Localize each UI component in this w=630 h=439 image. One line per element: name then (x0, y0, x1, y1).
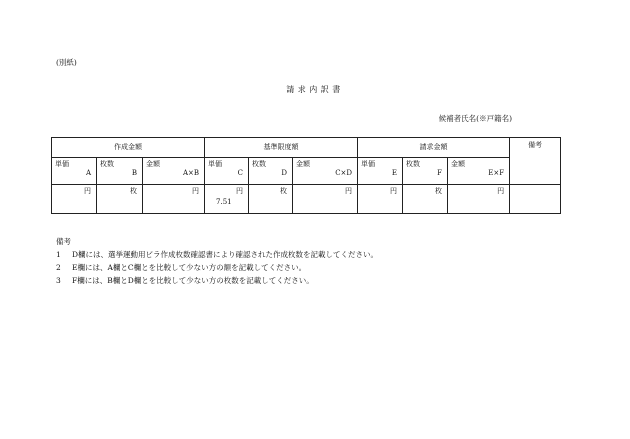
yen-unit: 円 (345, 187, 353, 195)
column-letter: E×F (488, 169, 505, 177)
candidate-name-label: 候補者氏名(※戸籍名) (438, 114, 512, 123)
column-letter: D (281, 169, 288, 177)
amount-label: 金額 (296, 160, 311, 168)
column-letter: C (237, 169, 244, 177)
column-letter: A×B (182, 169, 200, 177)
value-cell-cxd[interactable] (293, 185, 358, 214)
sheet-unit: 枚 (280, 187, 288, 195)
note-text: F欄には、B欄とD欄とを比較して少ない方の枚数を記載してください。 (72, 276, 314, 285)
count-label: 枚数 (252, 160, 267, 168)
header-cell-f (403, 158, 448, 185)
sheet-unit: 枚 (435, 187, 443, 195)
column-letter: A (85, 169, 91, 177)
column-letter: C×D (335, 169, 353, 177)
value-cell-f[interactable] (403, 185, 448, 214)
column-letter: E (391, 169, 398, 177)
header-cell-d (249, 158, 293, 185)
page-title: 請求内訳書 (286, 85, 344, 94)
count-label: 枚数 (406, 160, 421, 168)
column-letter: B (131, 169, 137, 177)
value-cell-axb[interactable] (143, 185, 205, 214)
header-cell-e (358, 158, 403, 185)
value-cell-exf[interactable] (448, 185, 510, 214)
notes-title: 備考 (56, 237, 71, 246)
value-cell-e[interactable] (358, 185, 403, 214)
value-cell-a[interactable] (52, 185, 97, 214)
unit-price-label: 単価 (361, 160, 376, 168)
amount-label: 金額 (451, 160, 466, 168)
group-header-production-amount: 作成金額 (52, 138, 205, 158)
note-number: 1 (56, 250, 61, 259)
invoice-breakdown-table (51, 137, 561, 214)
value-cell-d[interactable] (249, 185, 293, 214)
amount-label: 金額 (146, 160, 160, 168)
note-text: E欄には、A欄とC欄とを比較して少ない方の額を記載してください。 (72, 263, 307, 272)
note-item-1 (56, 249, 378, 260)
yen-unit: 円 (192, 187, 200, 195)
group-header-claim-amount: 請求金額 (358, 138, 510, 158)
unit-price-label: 単価 (208, 160, 223, 168)
count-label: 枚数 (100, 160, 114, 168)
yen-unit: 円 (84, 187, 91, 195)
value-cell-c[interactable] (205, 185, 249, 214)
header-cell-axb (143, 158, 205, 185)
attachment-label: (別紙) (56, 58, 77, 67)
sheet-unit: 枚 (130, 187, 137, 195)
header-cell-b (97, 158, 143, 185)
note-number: 2 (56, 263, 61, 272)
unit-price-label: 単価 (55, 160, 69, 168)
note-number: 3 (56, 276, 61, 285)
remarks-header: 備考 (510, 138, 561, 185)
note-item-3 (56, 275, 314, 286)
yen-unit: 円 (497, 187, 505, 195)
yen-unit: 円 (236, 187, 244, 195)
header-cell-cxd (293, 158, 358, 185)
header-cell-exf (448, 158, 510, 185)
remarks-value-cell[interactable] (510, 185, 561, 214)
group-header-standard-limit: 基準限度額 (205, 138, 358, 158)
note-item-2 (56, 262, 306, 273)
header-cell-a (52, 158, 97, 185)
header-cell-c (205, 158, 249, 185)
note-text: D欄には、選挙運動用ビラ作成枚数確認書により確認された作成枚数を記載してください。 (72, 250, 379, 259)
yen-unit: 円 (390, 187, 398, 195)
c-unit-price-value: 7.51 (216, 198, 232, 206)
column-letter: F (437, 169, 443, 177)
value-cell-b[interactable] (97, 185, 143, 214)
